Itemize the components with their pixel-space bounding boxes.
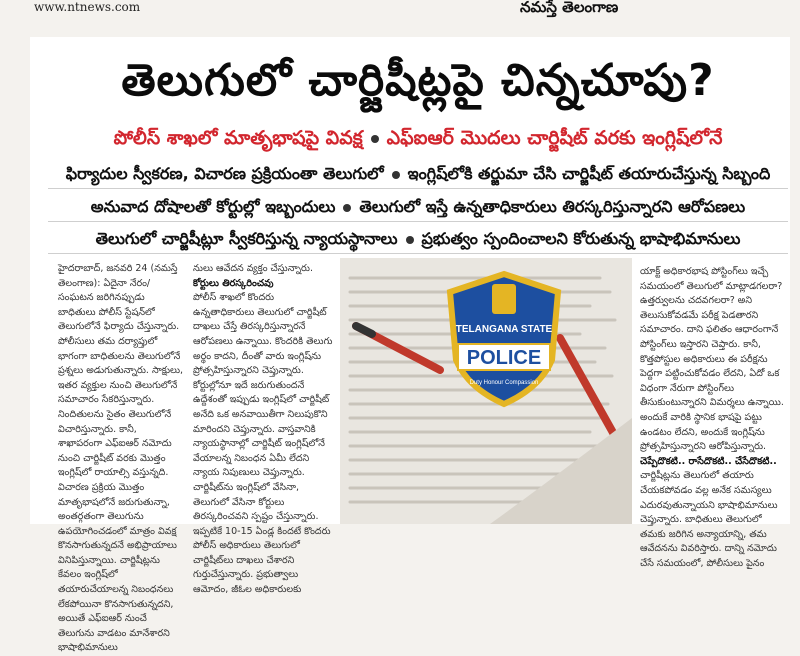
article-column-3 xyxy=(640,265,785,569)
police-badge-image xyxy=(340,258,632,524)
bullet-icon xyxy=(406,236,414,244)
column-3-text: యాక్ట్ అధికారభాష పోస్టింగ్‌లు ఇచ్చే సమయంలో తెలుగులో మాట్లాడగలరా? ఉత్తర్వులను చదవగలరా? అని తెలుసుకోవడమే పరీక్ష పెడతారని సమాచారం. దాని ఫలితం ఆధారంగానే పోస్టింగ్‌లు ఇస్తారని చెప్తారు. కానీ, కొత్తపోస్టుల అధికారులు ఈ పరీక్షను పెద్దగా పట్టించుకోవడం లేదని, ఏదో ఒక విధంగా నేరుగా పోస్టింగ్‌లు తీసుకుంటున్నారని విమర్శలు ఉన్నాయి. అందుకే వారికి స్థానిక భాషపై పట్టు ఉండటం లేదని, అందుకే ఇంగ్లిష్‌ను ప్రోత్సహిస్తున్నారని ఆరోపిస్తున్నారు. xyxy=(640,266,784,453)
pencil-left-icon xyxy=(348,318,448,378)
column-3-text-b: చార్జిషీట్లను తెలుగులో తయారు చేయకపోవడం వల్ల అనేక సమస్యలు ఎదురవుతున్నాయని భాషాభిమానులు చెప్తున్నారు. బాధితులు తెలుగులో తమకు జరిగిన అన్యాయాన్ని, తమ ఆవేదనను వివరిస్తారు. దాన్ని నమోదు చేసే సమయంలో, పోలీసులు పైనం xyxy=(640,470,778,569)
column-2-intro: నులు ఆవేదన వ్యక్తం చేస్తున్నారు. xyxy=(193,263,313,274)
badge-main-text: POLICE xyxy=(466,347,542,369)
top-bar xyxy=(0,0,800,17)
column-2-heading: కోర్టులు తిరస్కరించవు xyxy=(193,277,274,289)
bullet-icon xyxy=(343,204,351,212)
subhead-line-4-part-1: తెలుగులో చార్జిషీట్లూ స్వీకరిస్తున్న న్యాయస్థానాలు xyxy=(95,229,398,248)
bullet-icon xyxy=(371,135,379,143)
article-column-1 xyxy=(58,262,184,654)
subhead-line-2-part-2: ఇంగ్లిష్‌లోకి తర్జుమా చేసి చార్జిషీట్ తయారుచేస్తున్న సిబ్బంది xyxy=(407,164,771,183)
badge-motto-text: Duty Honour Compassion xyxy=(469,380,539,386)
headline: తెలుగులో చార్జిషీట్లపై చిన్నచూపు? xyxy=(121,55,715,106)
subhead-red-part-2: ఎఫ్ఐఆర్ మొదలు చార్జిషీట్ వరకు ఇంగ్లిష్‌లోనే xyxy=(386,127,723,149)
subhead-red xyxy=(48,127,788,154)
divider xyxy=(48,188,788,189)
subhead-line-4-part-2: ప్రభుత్వం స్పందించాలని కోరుతున్న భాషాభిమానులు xyxy=(421,229,741,248)
emblem-icon xyxy=(492,284,516,314)
subhead-line-2-part-1: ఫిర్యాదుల స్వీకరణ, విచారణ ప్రక్రియంతా తెలుగులో xyxy=(65,164,384,183)
bullet-icon xyxy=(392,171,400,179)
subhead-line-3-part-1: అనువాద దోషాలతో కోర్టుల్లో ఇబ్బందులు xyxy=(90,197,336,216)
publication-name: నమస్తే తెలంగాణ xyxy=(520,0,619,16)
column-1-text: హైదరాబాద్, జనవరి 24 (నమస్తే తెలంగాణ): ఏదైనా నేరం/సంఘటన జరిగినప్పుడు బాధితులు పోలీస్ స్టేషన్‌లో తెలుగులోనే ఫిర్యాదు చేస్తున్నారు. పోలీసులు తమ దర్యాప్తులో భాగంగా బాధితులను తెలుగులోనే ప్రశ్నలు అడుగుతున్నారు. సాక్షులు, ఇతర వ్యక్తుల నుంచి తెలుగులోనే సమాచారం సేకరిస్తున్నారు. నిందితులను సైతం తెలుగులోనే విచారిస్తున్నారు. కానీ, శాఖాపరంగా ఎఫ్ఐఆర్ నమోదు నుంచి చార్జిషీట్ వరకు మొత్తం ఇంగ్లిష్‌లో రాయాల్సి వస్తున్నది. విచారణ ప్రక్రియ మొత్తం మాతృభాషలోనే జరుగుతున్నా, అంతర్గతంగా తెలుగును ఉపయోగించడంలో మాత్రం వివక్ష కొనసాగుతున్నదనే అభిప్రాయాలు వినిపిస్తున్నాయి. చార్జిషీట్లను కేవలం ఇంగ్లిష్‌లో తయారుచేయాలన్న నిబంధనలు లేకపోయినా కొనసాగుతున్నదని, అయితే ఎఫ్ఐఆర్ నుంచే తెలుగును వాడటం మానేశారని భాషాభిమానులు xyxy=(58,263,184,654)
subhead-line-4 xyxy=(48,229,788,252)
site-url: www.ntnews.com xyxy=(34,0,141,14)
subhead-line-3 xyxy=(48,197,788,220)
divider xyxy=(48,253,788,254)
badge-top-text: TELANGANA STATE xyxy=(455,324,553,335)
column-3-heading: చెప్పేదొకటి.. రాసేదొకటి.. చేసేదొకటి.. xyxy=(640,455,777,467)
subhead-line-2 xyxy=(48,164,788,187)
divider xyxy=(48,221,788,222)
page-curl-decoration xyxy=(340,388,632,524)
column-2-text: పోలీస్ శాఖలో కొందరు ఉన్నతాధికారులు తెలుగులో చార్జిషీట్ దాఖలు చేస్తే తిరస్కరిస్తున్నారనే ఆరోపణలు ఉన్నాయి. కొందరికి తెలుగు అర్థం కాదని, దీంతో వారు ఇంగ్లిష్‌ను ప్రోత్సహిస్తున్నారని చెప్తున్నారు. కోర్టుల్లోనూ ఇదే జరుగుతుందనే ఉద్దేశంతో ఇప్పుడు ఇంగ్లిష్‌లో చార్జిషీట్ అనేది ఒక అనవాయితీగా నిలుపుకొని మారిందని చెప్తున్నారు. వాస్తవానికి న్యాయస్థానాల్లో చార్జిషీట్ ఇంగ్లిష్‌లోనే వేయాలన్న నిబంధన ఏమీ లేదని న్యాయ నిపుణులు చెప్తున్నారు. చార్జిషీట్‌ను ఇంగ్లిష్‌లో వేసినా, తెలుగులో వేసినా కోర్టులు తిరస్కరించవని స్పష్టం చేస్తున్నారు. ఇప్పటికే 10-15 ఏండ్ల కిందటే కొందరు పోలీస్ అధికారులు తెలుగులో చార్జిషీట్‌లు దాఖలు చేశారని గుర్తుచేస్తున్నారు. ప్రభుత్వాలు ఆమోదం, జీఓల అధికారులకు xyxy=(193,292,333,596)
subhead-line-3-part-2: తెలుగులో ఇస్తే ఉన్నతాధికారులు తిరస్కరిస్తున్నారని ఆరోపణలు xyxy=(359,197,746,216)
article-column-2 xyxy=(193,262,333,596)
subhead-red-part-1: పోలీస్ శాఖలో మాతృభాషపై వివక్ష xyxy=(113,127,363,149)
